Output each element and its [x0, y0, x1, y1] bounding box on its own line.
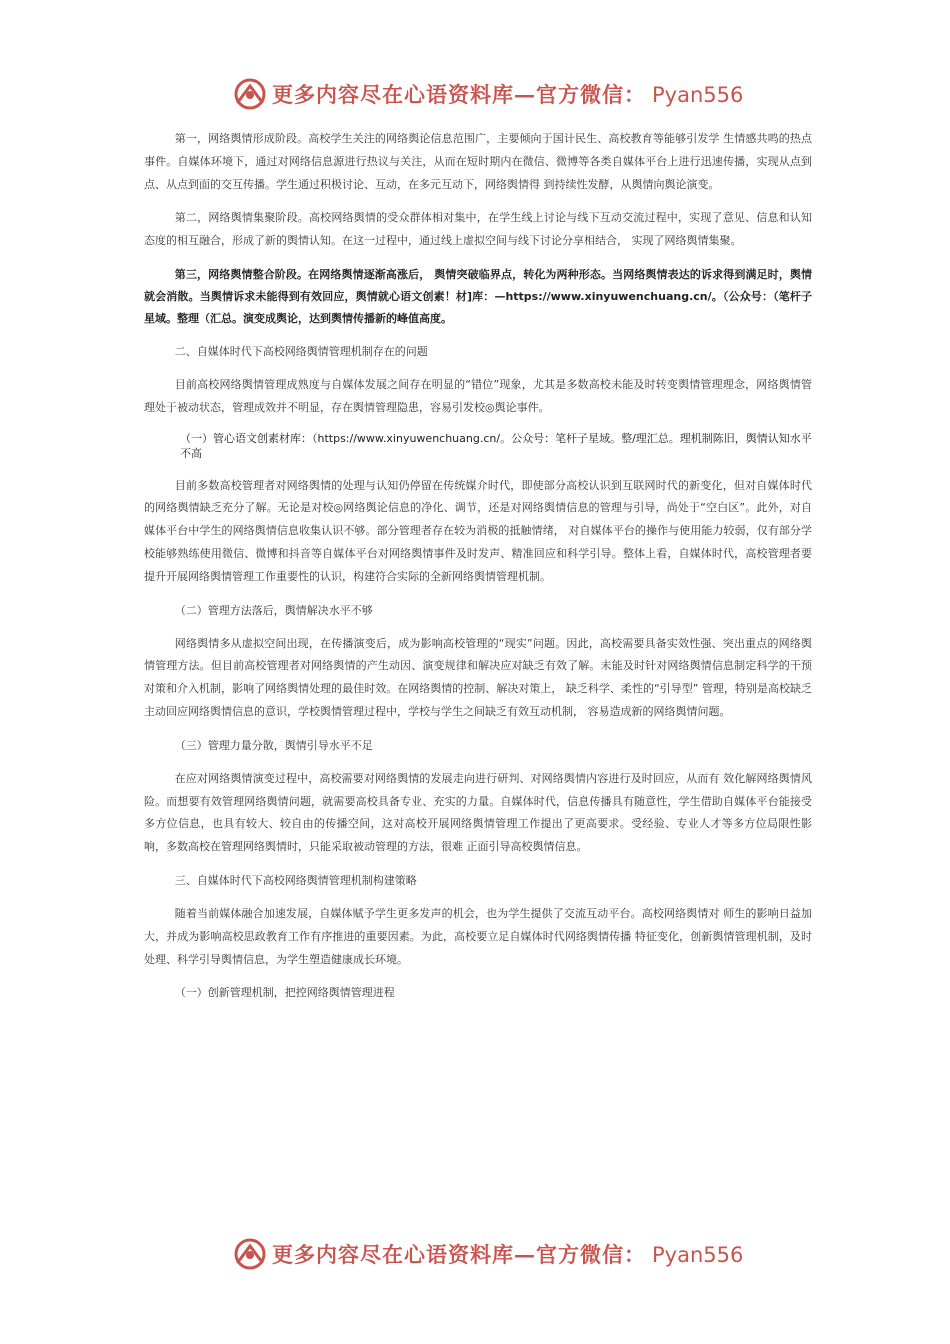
footer-banner — [0, 1234, 950, 1274]
paragraph: 随着当前媒体融合加速发展，自媒体赋予学生更多发声的机会，也为学生提供了交流互动平台。高校网络舆情对 师生的影响日益加大，并成为影响高校思政教育工作有序推进的重要因素。为此，高校要立足自媒体时代网络舆情传播 特征变化，创新舆情管理机制，及时处理、科学引导舆情信息，为学生塑造健康成长环境。 — [144, 906, 812, 966]
paragraph: 第三，网络舆情整合阶段。在网络舆情逐渐高涨后， 舆情突破临界点，转化为两种形态。当网络舆情表达的诉求得到满足时，舆情就会消散。当舆情诉求未能得到有效回应，舆情就心语文创素！材]库：—https://www.xinyuwenchuang.cn/。（公众号：（笔杆子星域。整理（汇总。演变成舆论，达到舆情传播新的峰值高度。 — [144, 267, 812, 325]
paragraph: 在应对网络舆情演变过程中，高校需要对网络舆情的发展走向进行研判、对网络舆情内容进行及时回应，从而有 效化解网络舆情风险。而想要有效管理网络舆情问题，就需要高校具备专业、充实的力量。自媒体时代，信息传播具有随意性，学生借助自媒体平台能接受多方位信息，也具有较大、较自由的传播空间，这对高校开展网络舆情管理工作提出了更高要求。受经验、专业人才等多方位局限性影响，多数高校在管理网络舆情时，只能采取被动管理的方法，很难 正面引导高校舆情信息。 — [144, 771, 812, 854]
section-heading: （三）管理力量分散，舆情引导水平不足 — [174, 738, 373, 752]
paragraph: 目前高校网络舆情管理成熟度与自媒体发展之间存在明显的“错位”现象，尤其是多数高校未能及时转变舆情管理理念，网络舆情管理处于被动状态，管理成效并不明显，存在舆情管理隐患，容易引发校◎舆论事件。 — [144, 377, 812, 414]
banner-text: 更多内容尽在心语资料库—官方微信： Pyan556 — [272, 82, 744, 107]
section-heading: 二、自媒体时代下高校网络舆情管理机制存在的问题 — [174, 344, 428, 358]
paragraph: 第一，网络舆情形成阶段。高校学生关注的网络舆论信息范围广，主要倾向于国计民生、高校教育等能够引发学 生情感共鸣的热点事件。自媒体环境下，通过对网络信息源进行热议与关注，从而在短时期内在微信、微博等各类自媒体平台上进行迅速传播，实现从点到点、从点到面的交互传播。学生通过积极讨论、互动，在多元互动下，网络舆情得 到持续性发酵，从舆情向舆论演变。 — [144, 132, 812, 191]
header-banner — [0, 74, 950, 114]
section-heading: （二）管理方法落后，舆情解决水平不够 — [174, 603, 373, 617]
brand-logo-icon — [232, 1236, 268, 1272]
section-heading: （一）创新管理机制，把控网络舆情管理进程 — [174, 986, 395, 1000]
paragraph: 第二，网络舆情集聚阶段。高校网络舆情的受众群体相对集中，在学生线上讨论与线下互动交流过程中，实现了意见、信息和认知态度的相互融合，形成了新的舆情认知。在这一过程中，通过线上虚拟空间与线下讨论分享相结合， 实现了网络舆情集聚。 — [144, 211, 812, 248]
subsection-heading: （一）管心语文创素材库：（https://www.xinyuwenchuang.cn/。公众号：笔杆子星域。整/理汇总。理机制陈旧，舆情认知水平不高 — [180, 431, 812, 460]
paragraph: 网络舆情多从虚拟空间出现，在传播演变后，成为影响高校管理的“现实”问题。因此，高校需要具备实效性强、突出重点的网络舆情管理方法。但目前高校管理者对网络舆情的产生动因、演变规律和解决应对缺乏有效了解。未能及时针对网络舆情信息制定科学的干预对策和介入机制，影响了网络舆情处理的最佳时效。在网络舆情的控制、解决对策上， 缺乏科学、柔性的“引导型” 管理，特别是高校缺乏主动回应网络舆情信息的意识，学校舆情管理过程中，学校与学生之间缺乏有效互动机制， 容易造成新的网络舆情问题。 — [144, 636, 812, 718]
section-heading: 三、自媒体时代下高校网络舆情管理机制构建策略 — [174, 873, 417, 887]
banner-text: 更多内容尽在心语资料库—官方微信： Pyan556 — [272, 1242, 744, 1267]
brand-logo-icon — [232, 76, 268, 112]
paragraph: 目前多数高校管理者对网络舆情的处理与认知仍停留在传统媒介时代，即使部分高校认识到互联网时代的新变化，但对自媒体时代的网络舆情缺乏充分了解。无论是对校◎网络舆论信息的净化、调节，还是对网络舆情信息的管理与引导，尚处于“空白区”。此外，对自媒体平台中学生的网络舆情信息收集认识不够。部分管理者存在较为消极的抵触情绪， 对自媒体平台的操作与使用能力较弱，仅有部分学校能够熟练使用微信、微博和抖音等自媒体平台对网络舆情事件及时发声、精准回应和科学引导。整体上看，自媒体时代，高校管理者要提升开展网络舆情管理工作重要性的认识，构建符合实际的全新网络舆情管理机制。 — [144, 478, 812, 583]
document-body — [144, 128, 812, 1015]
